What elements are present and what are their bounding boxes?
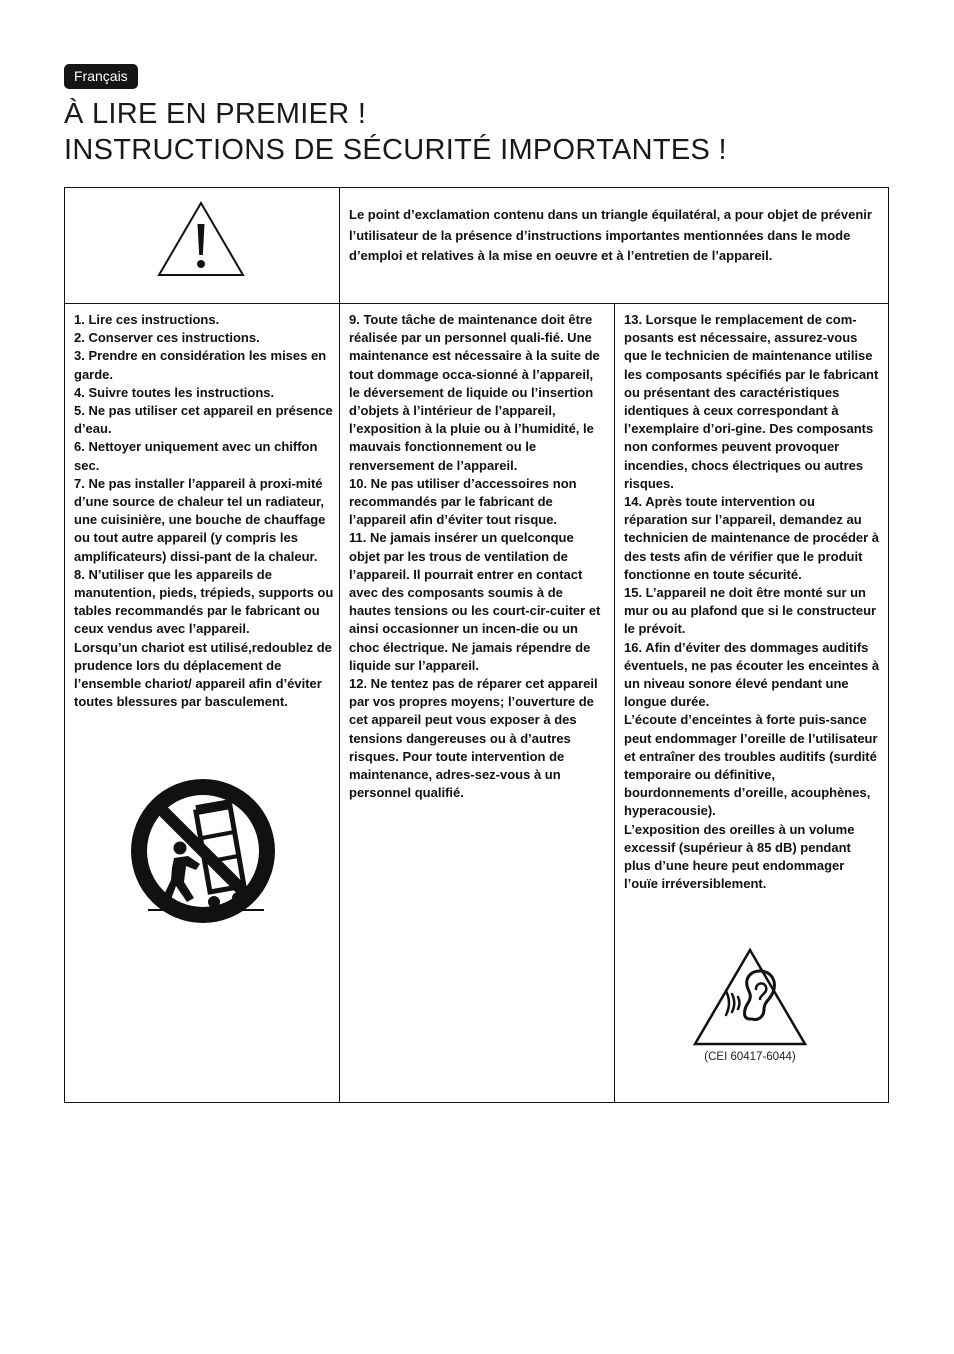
instructions-column-1 [74, 311, 334, 711]
instruction-item: 7. Ne pas installer l’appareil à proxi-mité d’une source de chaleur tel un radiateur, une cuisinière, une bouche de chauffage ou tout autre appareil (y compris les amplificateurs) dissi-pant de la chaleur. [74, 475, 326, 564]
instruction-item: 14. Après toute intervention ou réparation sur l’appareil, demandez au technicien de maintenance de procéder à des tests afin de vérifier que le produit fonctionne en toute sécurité. [624, 494, 880, 582]
instruction-item: Lorsqu’un chariot est utilisé,redoublez de prudence lors du déplacement de l’ensemble chariot/ appareil afin d’éviter toutes blessures par basculement. [74, 639, 332, 710]
instruction-item: 5. Ne pas utiliser cet appareil en présence d’eau. [74, 403, 333, 437]
hearing-damage-warning-icon [692, 947, 808, 1047]
instruction-item: 4. Suivre toutes les instructions. [74, 384, 275, 400]
instruction-item: 13. Lorsque le remplacement de com-posants est nécessaire, assurez-vous que le technicien de maintenance utilise les composants spécifiés par le fabricant ou présentant des caractéristiques identiques à ceux correspondant à l’exemplaire d’ori-gine. Des composants non conformes peuvent provoquer incendies, chocs électriques ou autres risques. [624, 312, 879, 491]
column-divider-1 [339, 187, 340, 1103]
instruction-item: L’écoute d’enceintes à forte puis-sance peut endommager l’oreille de l’utilisateur et entraîner des troubles auditifs (surdité temporaire ou définitive, bourdonnements d’oreille, acouphènes, hyperacousie). [624, 712, 878, 819]
language-badge: Français [64, 64, 138, 89]
instruction-item: 16. Afin d’éviter des dommages auditifs éventuels, ne pas écouter les enceintes à un niveau sonore élevé pendant une longue durée. [624, 639, 880, 710]
warning-description: Le point d’exclamation contenu dans un triangle équilatéral, a pour objet de prévenir l’utilisateur de la présence d’instructions importantes mentionnées dans le mode d’emploi et relatives à la mise en oeuvre et à l’entretien de l’appareil. [349, 207, 872, 264]
instruction-item: 3. Prendre en considération les mises en garde. [74, 348, 327, 382]
instruction-item: 11. Ne jamais insérer un quelconque objet par les trous de ventilation de l’appareil. Il pourrait entrer en contact avec des composants soumis à de hautes tensions ou les court-cir-cuiter et ainsi occasionner un incen-die ou un choc électrique. Ne jamais répendre de liquide sur l’appareil. [349, 530, 601, 673]
instruction-item: 12. Ne tentez pas de réparer cet appareil par vos propres moyens; l’ouverture de cet appareil peut vous exposer à des tensions dangereuses ou à d’autres risques. Pour toute intervention de maintenance, adres-sez-vous à un personnel qualifié. [349, 676, 598, 801]
cart-tip-over-warning-icon [130, 778, 276, 924]
row-divider [64, 303, 889, 304]
instruction-item: 15. L’appareil ne doit être monté sur un mur ou au plafond que si le constructeur le prévoit. [624, 585, 877, 637]
instruction-item: 2. Conserver ces instructions. [74, 330, 260, 346]
instruction-item: 8. N’utiliser que les appareils de manutention, pieds, trépieds, supports ou tables recommandés par le fabricant ou ceux vendus avec l’appareil. [74, 566, 334, 637]
column-divider-2 [614, 303, 615, 1103]
instructions-column-2 [349, 311, 607, 802]
instruction-item: 9. Toute tâche de maintenance doit être réalisée par un personnel quali-fié. Une maintenance est nécessaire à la suite de tout dommage occa-sionné à l’appareil, le déversement de liquide ou l’insertion d’objets à l’intérieur de l’appareil, l’exposition à la pluie ou à l’humidité, le mauvais fonctionnement ou le renversement de l’appareil. [349, 312, 600, 473]
instruction-item: 1. Lire ces instructions. [74, 312, 220, 327]
instruction-item: 6. Nettoyer uniquement avec un chiffon sec. [74, 439, 318, 473]
instructions-column-3 [624, 311, 881, 894]
iec-reference-caption: (CEI 60417-6044) [704, 1051, 796, 1063]
exclamation-triangle-icon [156, 200, 246, 278]
page-title [64, 96, 727, 168]
instruction-item: 10. Ne pas utiliser d’accessoires non recommandés par le fabricant de l’appareil afin d’éviter tout risque. [349, 475, 577, 528]
instruction-item: L’exposition des oreilles à un volume excessif (supérieur à 85 dB) pendant plus d’une heure peut endommager l’ouïe irréversiblement. [624, 821, 855, 892]
title-line-1: À LIRE EN PREMIER ! [64, 98, 367, 130]
title-line-2: INSTRUCTIONS DE SÉCURITÉ IMPORTANTES ! [64, 134, 727, 166]
